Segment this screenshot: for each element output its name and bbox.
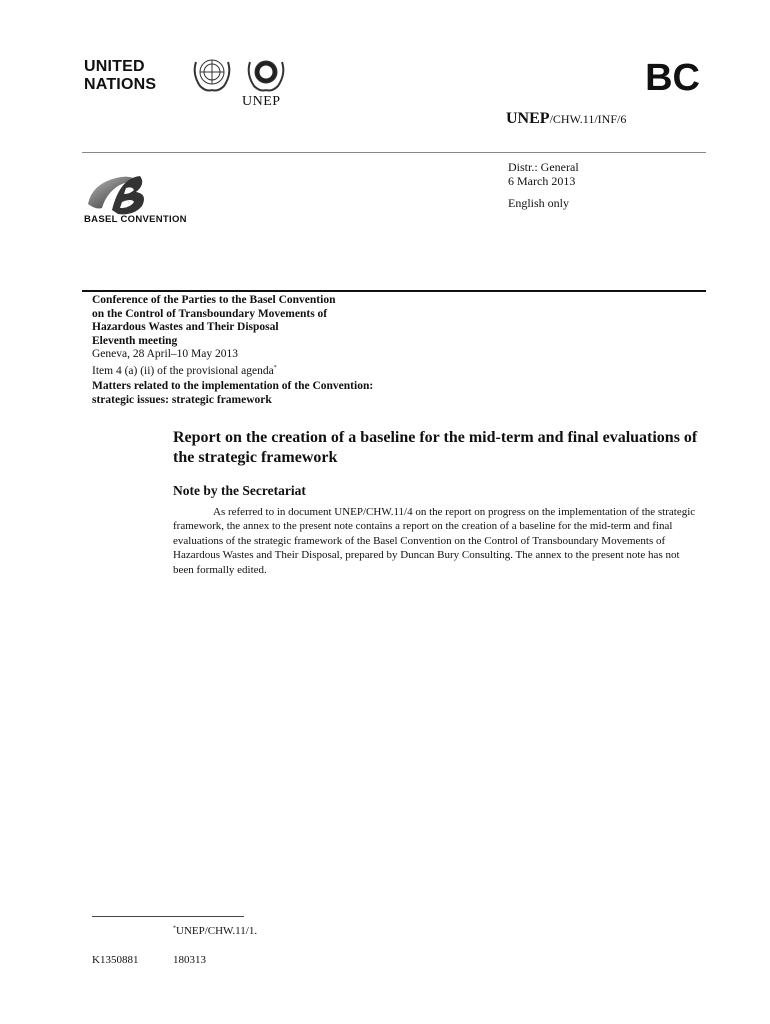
agenda-footnote-marker: *: [273, 364, 277, 371]
symbol-prefix: UNEP: [506, 110, 550, 127]
org-name-line1: UNITED: [84, 58, 145, 75]
org-name: [84, 58, 156, 94]
basel-logo-caption: BASEL CONVENTION: [84, 214, 187, 225]
issue-date: 6 March 2013: [508, 174, 576, 188]
footnote-text: UNEP/CHW.11/1.: [176, 925, 258, 937]
job-date: 180313: [173, 954, 206, 966]
symbol-suffix: /CHW.11/INF/6: [549, 112, 627, 126]
distribution-block: [508, 160, 579, 210]
bc-mark: BC: [645, 57, 700, 99]
footnote-marker: *: [173, 925, 176, 932]
meeting-divider: [82, 290, 706, 292]
meeting-line4: Eleventh meeting: [92, 334, 178, 347]
unep-emblem-icon: [249, 61, 284, 91]
unep-label: UNEP: [242, 94, 281, 109]
meeting-block: [92, 294, 373, 408]
footnote-divider: [92, 916, 244, 917]
document-symbol: [506, 110, 626, 128]
meeting-place-date: Geneva, 28 April–10 May 2013: [92, 348, 238, 361]
matters-line1: Matters related to the implementation of the Convention:: [92, 380, 374, 393]
un-emblem-icon: [195, 60, 230, 91]
meeting-line1: Conference of the Parties to the Basel Convention: [92, 294, 336, 306]
meeting-line3: Hazardous Wastes and Their Disposal: [92, 321, 279, 334]
agenda-item: [92, 362, 373, 378]
job-number: K1350881: [92, 954, 139, 966]
agenda-item-text: Item 4 (a) (ii) of the provisional agenda: [92, 364, 274, 377]
note-heading: Note by the Secretariat: [173, 483, 306, 498]
distribution: Distr.: General: [508, 160, 579, 174]
footnote: [173, 925, 257, 937]
body-paragraph: As referred to in document UNEP/CHW.11/4 on the report on progress on the implementation of the strategic framework, the annex to the present note contains a report on the creation of a baseline for the mid-term and final evaluations of the strategic framework of the Basel Convention on the Control of Transboundary Movements of Hazardous Wastes and Their Disposal, prepared by Duncan Bury Consulting. The annex to the present note has not been formally edited.: [173, 506, 696, 576]
report-title: Report on the creation of a baseline for the mid-term and final evaluations of the strategic framework: [173, 429, 698, 466]
language-note: English only: [508, 196, 570, 210]
org-name-line2: NATIONS: [84, 76, 157, 93]
matters-line2: strategic issues: strategic framework: [92, 393, 272, 406]
meeting-line2: on the Control of Transboundary Movements of: [92, 307, 328, 320]
header-divider: [82, 152, 706, 153]
